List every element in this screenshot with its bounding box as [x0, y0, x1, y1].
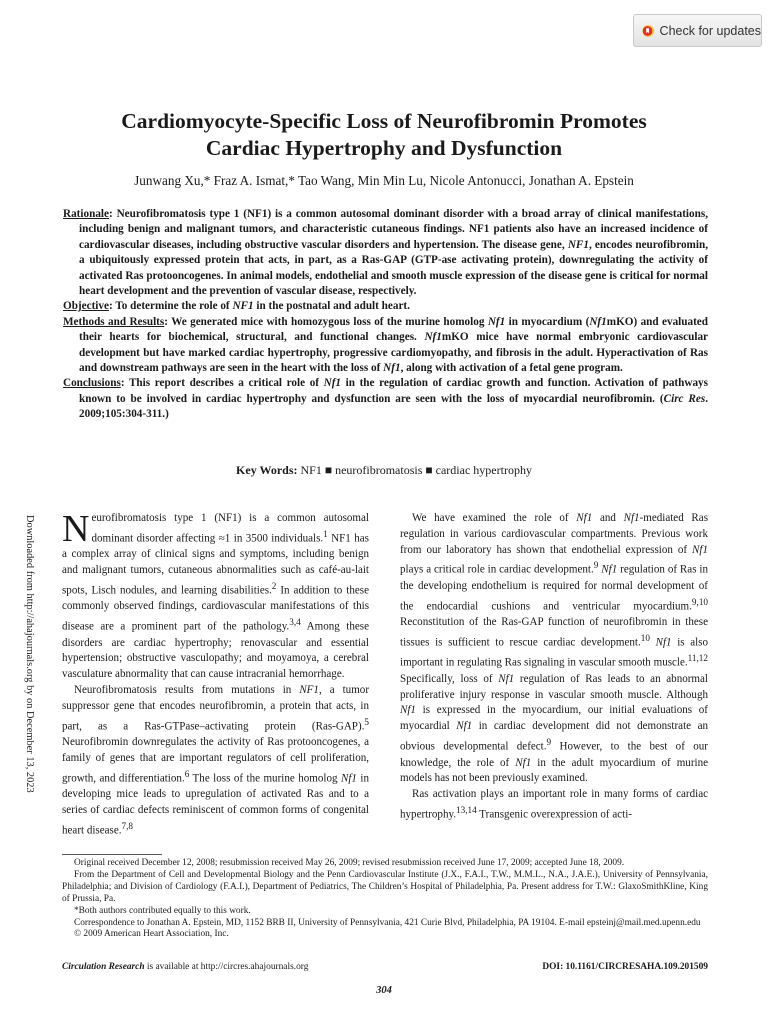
gene-name: Nf1 — [692, 543, 708, 556]
objective-label: Objective — [63, 300, 109, 313]
body-text: Ras activation plays an important role in many forms of cardiac hypertrophy. — [400, 788, 708, 821]
gene-name: Nf1 — [623, 512, 640, 524]
reference: 9,10 — [691, 596, 708, 607]
body-text: Reconstitution of the Ras-GAP function of neurofibromin in these tissues is sufficient to rescue cardiac development. — [400, 616, 708, 649]
gene-name: Nf1 — [456, 720, 473, 733]
reference: 9 — [546, 737, 552, 748]
methods-text: , along with activation of a fetal gene program. — [400, 362, 623, 375]
gene-name: NF1 — [567, 238, 589, 251]
equal-contribution-note: *Both authors contributed equally to this work. — [74, 905, 251, 916]
methods-text: mKO) and evaluated their hearts for biochemical, structural, and functional changes. — [79, 315, 708, 344]
body-column-right — [400, 511, 708, 823]
conclusions-text: This report describes a critical role of — [128, 377, 324, 390]
body-text: Neurofibromin downregulates the activity of Ras protooncogenes, a family of genes that are important regulators of cell proliferation, growth, and differentiation. — [62, 736, 369, 785]
paragraph — [62, 508, 369, 683]
body-text: We have examined the role of — [412, 512, 577, 524]
keywords-label: Key Words: — [236, 463, 298, 477]
gene-name: Nf1 — [383, 362, 401, 375]
methods-label: Methods and Results — [63, 315, 165, 328]
reference: 9 — [593, 560, 599, 571]
rationale-text: Neurofibromatosis type 1 (NF1) is a common autosomal dominant disorder with a broad array of clinical manifestations, including benign and malignant tumors, and characteristic cutaneous findings. NF1 patients also have an increased incidence of cardiovascular diseases, including obstructive vascular disorders and hypertension. The disease gene, — [79, 208, 708, 251]
gene-name: Nf1 — [601, 564, 618, 577]
paragraph — [400, 787, 708, 823]
body-text: regulation of Ras leads to an abnormal proliferative injury response in vascular smooth muscle. Although — [400, 672, 708, 701]
body-text: NF1 has a complex array of clinical signs and symptoms, including benign and malignant tumors, cutaneous abnormalities such as café-au-lait spots, Lisch nodules, and learning disabilities. — [62, 532, 369, 597]
body-column-left — [62, 508, 370, 839]
keyword-separator: ■ — [324, 463, 333, 477]
page-number: 304 — [376, 985, 392, 996]
reference: 7,8 — [121, 820, 133, 831]
methods-text: mKO mice have normal embryonic cardiovascular development but have marked cardiac hypertrophy, progressive cardiomyopathy, and fibrosis in the adult. Hyperactivation of Ras and downstream pathways are seen in the heart with the loss of — [79, 331, 709, 375]
download-sidebar: Downloaded from http://ahajournals.org by on December 13, 2023 — [24, 515, 35, 793]
body-text: in cardiac development did not demonstrate an obvious developmental defect. — [400, 720, 709, 753]
methods-text: in myocardium ( — [505, 315, 590, 328]
gene-name: Nf1 — [498, 672, 515, 685]
author-list: Junwang Xu,* Fraz A. Ismat,* Tao Wang, Min Min Lu, Nicole Antonucci, Jonathan A. Epstein — [134, 173, 634, 188]
rationale-label: Rationale — [63, 208, 109, 220]
article-title — [40, 108, 728, 162]
gene-name: Nf1 — [400, 704, 416, 717]
reference: 3,4 — [289, 617, 301, 628]
gene-name: NF1 — [299, 683, 319, 696]
check-for-updates-button[interactable] — [633, 14, 762, 47]
body-text: regulation of Ras in the developing endothelium is required for normal development of the endocardial cushions and ventricular myocardium. — [400, 564, 708, 613]
body-text: Transgenic overexpression of acti- — [476, 808, 632, 821]
doi: DOI: 10.1161/CIRCRESAHA.109.201509 — [542, 962, 708, 972]
citation-journal: Circ Res — [663, 392, 706, 405]
check-updates-icon — [642, 22, 655, 40]
abstract-conclusions: Conclusions: This report describes a critical role of Nf1 in the regulation of cardiac growth and function. Activation of pathways known to be involved in cardiac hypertrophy and dysfunction are seen with the loss of myocardial neurofibromin. (Circ Res. 2009;105:304-311.) — [63, 377, 709, 421]
keyword: NF1 — [300, 463, 322, 477]
gene-name: Nf1 — [515, 756, 532, 769]
reference: 2 — [271, 580, 277, 591]
paragraph — [400, 511, 708, 787]
conclusions-label: Conclusions — [63, 377, 121, 390]
conclusions-text: in the regulation of cardiac growth and function. Activation of pathways known to be involved in cardiac hypertrophy and dysfunction are seen with the loss of myocardial neurofibromin. — [79, 377, 708, 405]
rationale-text: , encodes neurofibromin, a ubiquitously expressed protein that acts, in part, as a Ras-GAP (GTP-ase activating protein), downregulating the activity of activated Ras protooncogenes. In animal models, endothelial and smooth muscle expression of the disease gene is critical for normal heart development and the prevention of vascular disease, respectively. — [79, 238, 708, 298]
body-text: The loss of the murine homolog — [189, 772, 341, 785]
reference: 13,14 — [456, 804, 477, 815]
gene-name: Nf1 — [424, 331, 442, 344]
body-text: plays a critical role in cardiac development. — [400, 564, 594, 577]
reference: 11,12 — [687, 653, 708, 664]
body-text: -mediated Ras regulation in various cardiovascular compartments. Previous work from our laboratory has shown that endothelial expression of — [400, 512, 708, 556]
correspondence: Correspondence to Jonathan A. Epstein, MD, 1152 BRB II, University of Pennsylvania, 421 Curie Blvd, Philadelphia, PA 19104. E-mail epsteinj@mail.med.upenn.edu — [74, 917, 701, 928]
keyword: cardiac hypertrophy — [435, 463, 532, 477]
body-text: In addition to these commonly observed findings, cardiovascular manifestations of this disease are a prominent part of the pathology. — [62, 584, 369, 633]
gene-name: Nf1 — [340, 772, 357, 785]
body-text: , a tumor suppressor gene that encodes neurofibromin, a protein that acts, in part, as a Ras-GTPase–activating protein (Ras-GAP). — [62, 683, 370, 733]
body-text: However, to the best of our knowledge, the role of — [400, 740, 708, 769]
body-text: Neurofibromatosis results from mutations in — [74, 683, 300, 696]
title-line-1: Cardiomyocyte-Specific Loss of Neurofibromin Promotes — [121, 109, 647, 133]
body-text: Specifically, loss of — [400, 672, 499, 685]
gene-name: Nf1 — [323, 377, 342, 390]
keyword: neurofibromatosis — [335, 463, 423, 477]
reference: 6 — [184, 768, 190, 779]
reference: 1 — [323, 528, 328, 539]
body-text: Among these disorders are cardiac hypertrophy; renovascular and essential hypertension; obstructive vasculopathy; and moyamoya, a cerebral vasculature abnormality that can cause intracranial hemorrhage. — [62, 620, 369, 681]
gene-name: Nf1 — [655, 636, 672, 649]
title-line-2: Cardiac Hypertrophy and Dysfunction — [205, 136, 563, 160]
journal-url: is available at http://circres.ahajournals.org — [144, 962, 309, 972]
check-updates-label: Check for updates — [659, 23, 761, 38]
abstract-objective: Objective: To determine the role of NF1 in the postnatal and adult heart. — [63, 300, 410, 313]
footnote-divider — [62, 854, 162, 855]
body-text: is also important in regulating Ras signaling in vascular smooth muscle. — [400, 636, 709, 670]
reference: 10 — [640, 632, 650, 643]
received-dates: Original received December 12, 2008; resubmission received May 26, 2009; revised resubmission received June 17, 2009; accepted June 18, 2009. — [74, 858, 625, 868]
gene-name: Nf1 — [576, 512, 593, 524]
body-text: eurofibromatosis type 1 (NF1) is a common autosomal dominant disorder affecting ≈1 in 3500 individuals. — [91, 512, 369, 545]
abstract — [63, 207, 708, 423]
abstract-methods: Methods and Results: We generated mice with homozygous loss of the murine homolog Nf1 in myocardium (Nf1mKO) and evaluated their hearts for biochemical, structural, and functional changes. Nf1mKO mice have normal embryonic cardiovascular development but have marked cardiac hypertrophy, progressive cardiomyopathy, and fibrosis in the adult. Hyperactivation of Ras and downstream pathways are seen in the heart with the loss of Nf1, along with activation of a fetal gene program. — [63, 315, 709, 375]
copyright: © 2009 American Heart Association, Inc. — [74, 929, 229, 940]
objective-text: To determine the role of — [115, 300, 233, 313]
keyword-separator: ■ — [425, 463, 433, 477]
reference: 5 — [364, 716, 369, 727]
citation-details: . 2009;105:304-311.) — [79, 392, 709, 421]
abstract-rationale: Rationale: Neurofibromatosis type 1 (NF1) is a common autosomal dominant disorder with a broad array of clinical manifestations, including benign and malignant tumors, and characteristic cutaneous findings. NF1 patients also have an increased incidence of cardiovascular diseases, including obstructive vascular disorders and hypertension. The disease gene, NF1, encodes neurofibromin, a ubiquitously expressed protein that acts, in part, as a Ras-GAP (GTP-ase activating protein), downregulating the activity of activated Ras protooncogenes. In animal models, endothelial and smooth muscle expression of the disease gene is critical for normal heart development and the prevention of vascular disease, respectively. — [63, 208, 708, 298]
gene-name: Nf1 — [487, 315, 506, 328]
affiliations: From the Department of Cell and Developmental Biology and the Penn Cardiovascular Institute (J.X., F.A.I., T.W., M.M.L., N.A., J.A.E.), University of Pennsylvania, Philadelphia; and Division of Cardiology (F.A.I.), Department of Pediatrics, The Children’s Hospital of Philadelphia, Pa. Present address for T.W.: GlaxoSmithKline, King of Prussia, Pa. — [62, 869, 708, 904]
body-text: and — [592, 512, 624, 524]
journal-name: Circulation Research — [62, 962, 145, 972]
gene-name: Nf1 — [589, 315, 607, 328]
drop-cap: N — [62, 508, 90, 550]
body-text: in the adult myocardium of murine models has not been previously examined. — [400, 756, 709, 785]
gene-name: NF1 — [232, 300, 254, 313]
journal-availability — [62, 962, 308, 972]
paragraph — [62, 683, 369, 839]
methods-text: We generated mice with homozygous loss of the murine homolog — [171, 315, 488, 328]
objective-text: in the postnatal and adult heart. — [253, 300, 410, 313]
footnotes — [62, 858, 708, 941]
body-text: in developing mice leads to upregulation of activated Ras and to a series of cardiac defects reminiscent of common forms of congenital heart disease. — [62, 772, 369, 837]
keywords — [40, 463, 728, 478]
body-text: is expressed in the myocardium, our initial evaluations of myocardial — [400, 704, 708, 733]
